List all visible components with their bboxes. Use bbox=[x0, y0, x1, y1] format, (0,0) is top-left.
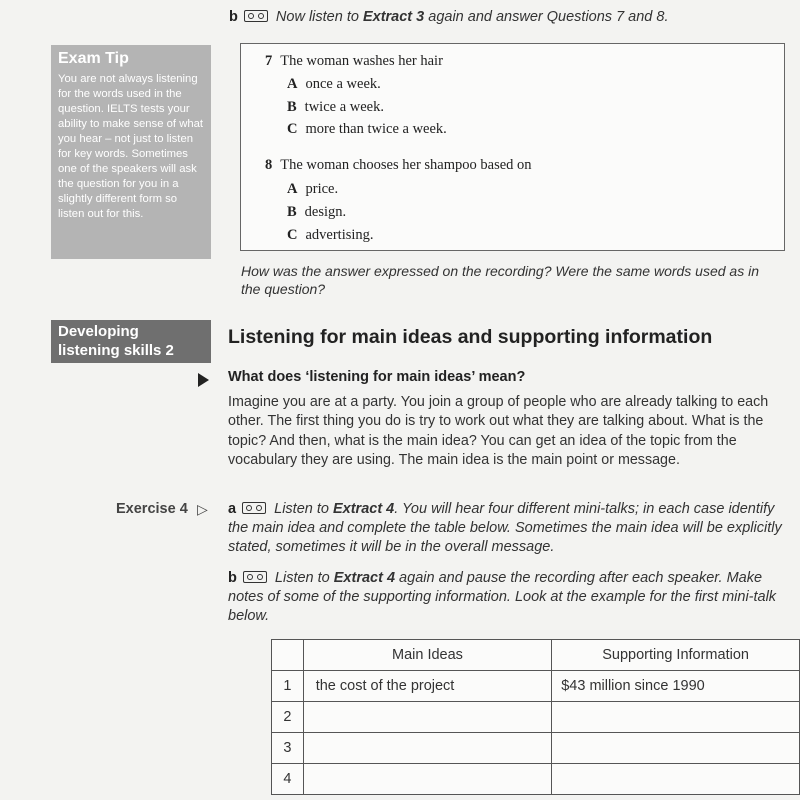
option-letter: A bbox=[287, 181, 298, 197]
part-text-before: Listen to bbox=[274, 570, 334, 586]
table-row bbox=[272, 671, 800, 702]
option-text: more than twice a week. bbox=[305, 121, 447, 137]
option[interactable] bbox=[287, 204, 346, 221]
section-tag-line2: listening skills 2 bbox=[58, 342, 174, 359]
option[interactable] bbox=[287, 99, 384, 116]
option-text: price. bbox=[305, 181, 339, 197]
follow-up-question: How was the answer expressed on the recording? Were the same words used as in the question? bbox=[241, 263, 760, 297]
body-paragraph: Imagine you are at a party. You join a group of people who are already talking to each other. The first thing you do is try to work out what they are talking about. What is the topic? And then, what is the main idea? You can get an idea of the topic from the vocabulary they are using. The main idea is the main point or message. bbox=[228, 394, 769, 468]
instruction-extract: Extract 3 bbox=[362, 9, 425, 25]
option-letter: B bbox=[287, 99, 297, 115]
option-text: twice a week. bbox=[304, 99, 384, 115]
main-idea-cell[interactable] bbox=[303, 733, 552, 764]
option-letter: C bbox=[287, 227, 298, 243]
top-instruction bbox=[229, 8, 789, 27]
option-letter: B bbox=[287, 204, 297, 220]
table-row bbox=[272, 733, 800, 764]
header-cell: Supporting Information bbox=[552, 640, 800, 671]
part-letter: b bbox=[228, 570, 237, 586]
cassette-icon bbox=[244, 10, 268, 22]
supporting-info-cell[interactable] bbox=[552, 733, 800, 764]
header-cell: Main Ideas bbox=[303, 640, 552, 671]
sub-heading: What does ‘listening for main ideas’ mean? bbox=[228, 369, 526, 385]
row-number: 1 bbox=[272, 671, 304, 702]
option-letter: C bbox=[287, 121, 298, 137]
header-cell bbox=[272, 640, 304, 671]
supporting-info-cell[interactable]: $43 million since 1990 bbox=[552, 671, 800, 702]
option-text: advertising. bbox=[305, 227, 374, 243]
question-8 bbox=[265, 157, 532, 174]
option[interactable] bbox=[287, 227, 374, 244]
exercise-label: Exercise 4 bbox=[116, 501, 188, 517]
main-idea-cell[interactable] bbox=[303, 702, 552, 733]
exam-tip-title: Exam Tip bbox=[58, 50, 129, 67]
part-text-before: Listen to bbox=[274, 501, 333, 517]
question-text: The woman washes her hair bbox=[280, 53, 443, 69]
row-number: 2 bbox=[272, 702, 304, 733]
part-extract: Extract 4 bbox=[333, 570, 396, 586]
instruction-text-after: again and answer Questions 7 and 8. bbox=[424, 9, 669, 25]
cassette-icon bbox=[243, 571, 267, 583]
play-arrow-icon bbox=[198, 373, 209, 387]
exercise-part-a bbox=[228, 500, 784, 557]
option-text: design. bbox=[304, 204, 347, 220]
row-number: 3 bbox=[272, 733, 304, 764]
part-text-after: . You will hear four different mini-talks; in each case identify the main idea and complete the table below. Sometimes the main idea will be explicitly stated, sometimes it will be in the overall message. bbox=[228, 501, 782, 555]
part-text-after: again and pause the recording after each speaker. Make notes of some of the supporting information. Look at the example for the first mini-talk below. bbox=[228, 570, 777, 624]
section-title: Listening for main ideas and supporting information bbox=[228, 326, 713, 348]
question-7 bbox=[265, 53, 443, 70]
part-extract: Extract 4 bbox=[332, 501, 395, 517]
supporting-info-cell[interactable] bbox=[552, 702, 800, 733]
instruction-letter: b bbox=[229, 9, 238, 25]
option[interactable] bbox=[287, 121, 447, 138]
outline-arrow-icon: ▷ bbox=[197, 501, 208, 517]
instruction-text-before: Now listen to bbox=[275, 9, 363, 25]
table-header-row bbox=[272, 640, 800, 671]
option-text: once a week. bbox=[305, 76, 381, 92]
question-text: The woman chooses her shampoo based on bbox=[280, 157, 532, 173]
exam-tip-box bbox=[51, 45, 211, 259]
part-letter: a bbox=[228, 501, 237, 517]
main-idea-cell[interactable]: the cost of the project bbox=[303, 671, 552, 702]
question-number: 7 bbox=[265, 53, 273, 69]
option-letter: A bbox=[287, 76, 298, 92]
option[interactable] bbox=[287, 181, 338, 198]
exam-tip-body: You are not always listening for the words used in the question. IELTS tests your ability to make sense of what you hear – not just to listen for key words. Sometimes one of the speakers will ask the question for you in a slightly different form so listen out for this. bbox=[58, 73, 204, 220]
question-box bbox=[240, 43, 785, 251]
main-idea-cell[interactable] bbox=[303, 764, 552, 795]
table-row bbox=[272, 764, 800, 795]
cassette-icon bbox=[242, 502, 266, 514]
option[interactable] bbox=[287, 76, 381, 93]
row-number: 4 bbox=[272, 764, 304, 795]
section-tag-box bbox=[51, 320, 211, 363]
section-tag-line1: Developing bbox=[58, 323, 139, 340]
question-number: 8 bbox=[265, 157, 273, 173]
exercise-part-b bbox=[228, 569, 784, 626]
table-row bbox=[272, 702, 800, 733]
notes-table bbox=[271, 639, 800, 795]
supporting-info-cell[interactable] bbox=[552, 764, 800, 795]
